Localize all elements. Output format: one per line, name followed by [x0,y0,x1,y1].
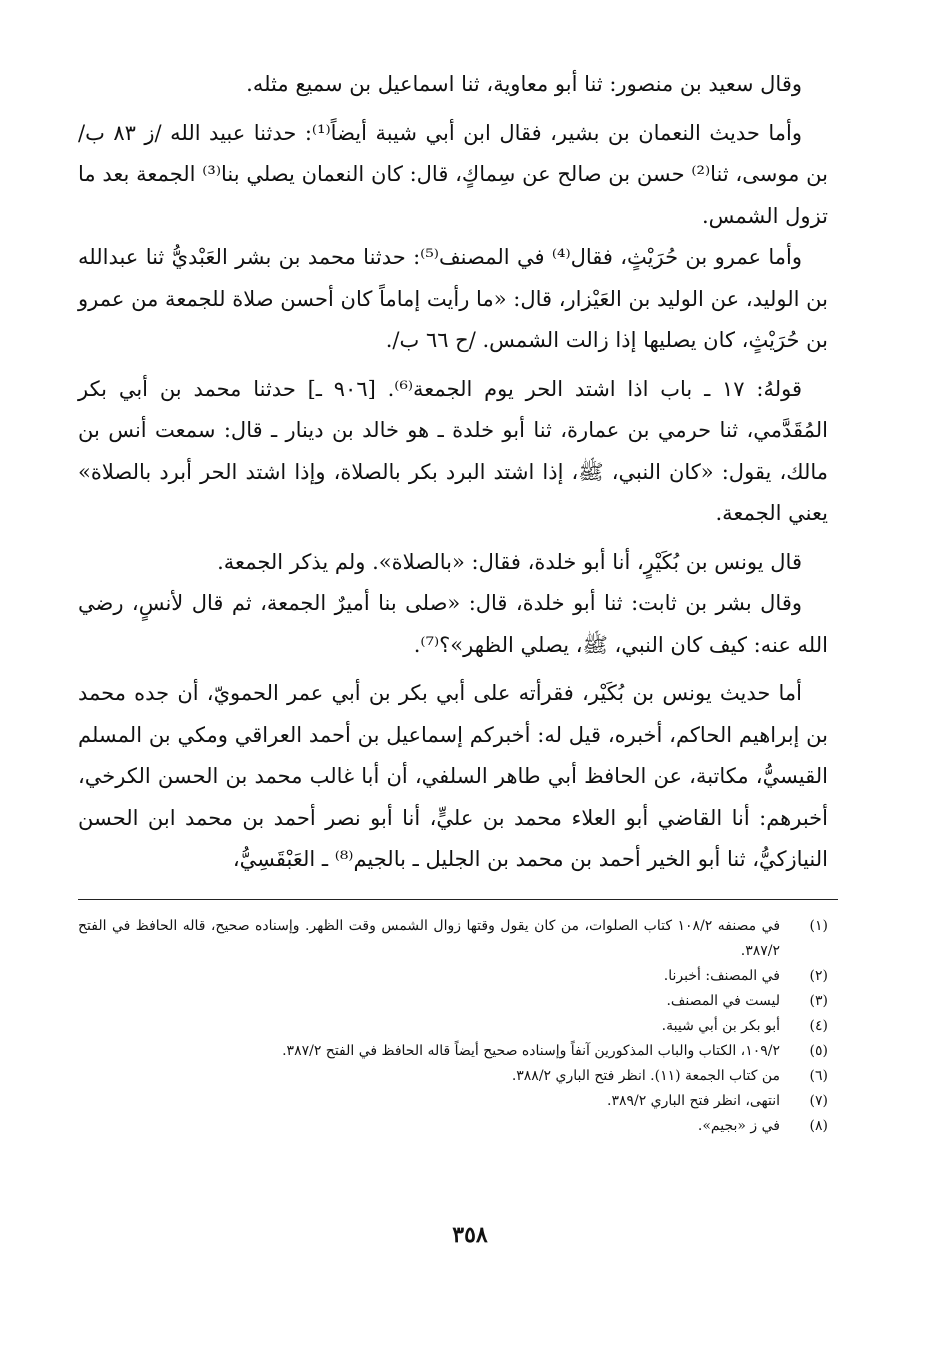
paragraph-3: وأما عمرو بن حُرَيْثٍ، فقال⁽⁴⁾ في المصنف⁽⁵⁾: حدثنا محمد بن بشر العَبْديُّ ثنا عبدالله بن الوليد، عن الوليد بن العَيْزار، قال: «ما رأيت إماماً كان أحسن صلاة للجمعة من عمرو بن حُرَيْثٍ، كان يصليها إذا زالت الشمس. /ح ٦٦ ب/. [78,245,828,352]
paragraph-2: وأما حديث النعمان بن بشير، فقال ابن أبي شيبة أيضاً⁽¹⁾: حدثنا عبيد الله /ز ٨٣ ب/ بن موسى، ثنا⁽²⁾ حسن بن صالح عن سِماكٍ، قال: كان النعمان يصلي بنا⁽³⁾ الجمعة بعد ما تزول الشمس. [78,120,828,228]
footnotes [78,914,828,1139]
paragraph-5: قال يونس بن بُكَيْرٍ، أنا أبو خلدة، فقال: «بالصلاة». ولم يذكر الجمعة. [217,549,802,574]
footnote-text: انتهى، انظر فتح الباري ٣٨٩/٢. [606,1092,780,1109]
footnote-number: (٤) [809,1017,828,1034]
footnote-2 [78,964,828,989]
footnote-number: (٣) [809,992,828,1009]
footnote-text: ١٠٩/٢، الكتاب والباب المذكورين آنفاً وإسناده صحيح أيضاً قاله الحافظ في الفتح ٣٨٧/٢. [282,1042,780,1059]
footnote-text: في المصنف: أخبرنا. [663,967,780,984]
paragraph-7: أما حديث يونس بن بُكَيْر، فقرأته على أبي بكر بن أبي عمر الحمويّ، أن جده محمد بن إبراهيم الحاكم، أخبره، قيل له: أخبركم إسماعيل بن أحمد العراقي ومكي بن المسلم القيسيُّ، مكاتبة، عن الحافظ أبي طاهر السلفي، أن أبا غالب محمد بن الحسن الكرخي، أخبرهم: أنا القاضي أبو العلاء محمد بن عليٍّ، أنا أبو نصر أحمد بن محمد ابن الحسن النيازكيُّ، ثنا أبو الخير أحمد بن محمد بن الجليل ـ بالجيم⁽⁸⁾ ـ العَبْقَسِيُّ، [78,681,828,871]
footnote-7 [78,1089,828,1114]
paragraph-4: قولهُ: ١٧ ـ باب اذا اشتد الحر يوم الجمعة⁽⁶⁾. [٩٠٦ ـ] حدثنا محمد بن أبي بكر المُقَدَّمي، ثنا حرمي بن عمارة، ثنا أبو خلدة ـ هو خالد بن دينار ـ قال: سمعت أنس بن مالك، يقول: «كان النبي، ﷺ، إذا اشتد البرد بكر بالصلاة، وإذا اشتد الحر أبرد بالصلاة» يعني الجمعة. [78,376,828,525]
footnote-6 [78,1064,828,1089]
paragraph-6: وقال بشر بن ثابت: ثنا أبو خلدة، قال: «صلى بنا أميرٌ الجمعة، ثم قال لأنسٍ، رضي الله عنه: كيف كان النبي، ﷺ، يصلي الظهر»؟⁽⁷⁾. [78,591,828,657]
footnote-8 [78,1114,828,1139]
main-text [78,64,828,881]
footnote-number: (٨) [809,1117,828,1134]
footnote-text: من كتاب الجمعة (١١). انظر فتح الباري ٣٨٨/٢. [511,1067,780,1084]
footnote-number: (٦) [809,1067,828,1084]
footnote-number: (١) [809,917,828,934]
footnote-text: أبو بكر بن أبي شيبة. [661,1017,780,1034]
paragraph-1: وقال سعيد بن منصور: ثنا أبو معاوية، ثنا اسماعيل بن سميع مثله. [246,72,802,96]
footnote-number: (٢) [809,967,828,984]
footnote-5 [78,1039,828,1064]
footnote-text: ليست في المصنف. [666,992,780,1009]
footnote-3 [78,989,828,1014]
footnote-number: (٥) [809,1042,828,1059]
page-number: ٣٥٨ [452,1222,488,1248]
footnote-number: (٧) [809,1092,828,1109]
footnote-text: في مصنفه ١٠٨/٢ كتاب الصلوات، من كان يقول وقتها زوال الشمس وقت الظهر. وإسناده صحيح، قاله الحافظ في الفتح ٣٨٧/٢. [78,917,781,959]
footnote-1 [78,914,828,964]
footnote-text: في ز «بجيم». [697,1117,780,1134]
footnote-4 [78,1014,828,1039]
footnote-divider [78,899,838,900]
